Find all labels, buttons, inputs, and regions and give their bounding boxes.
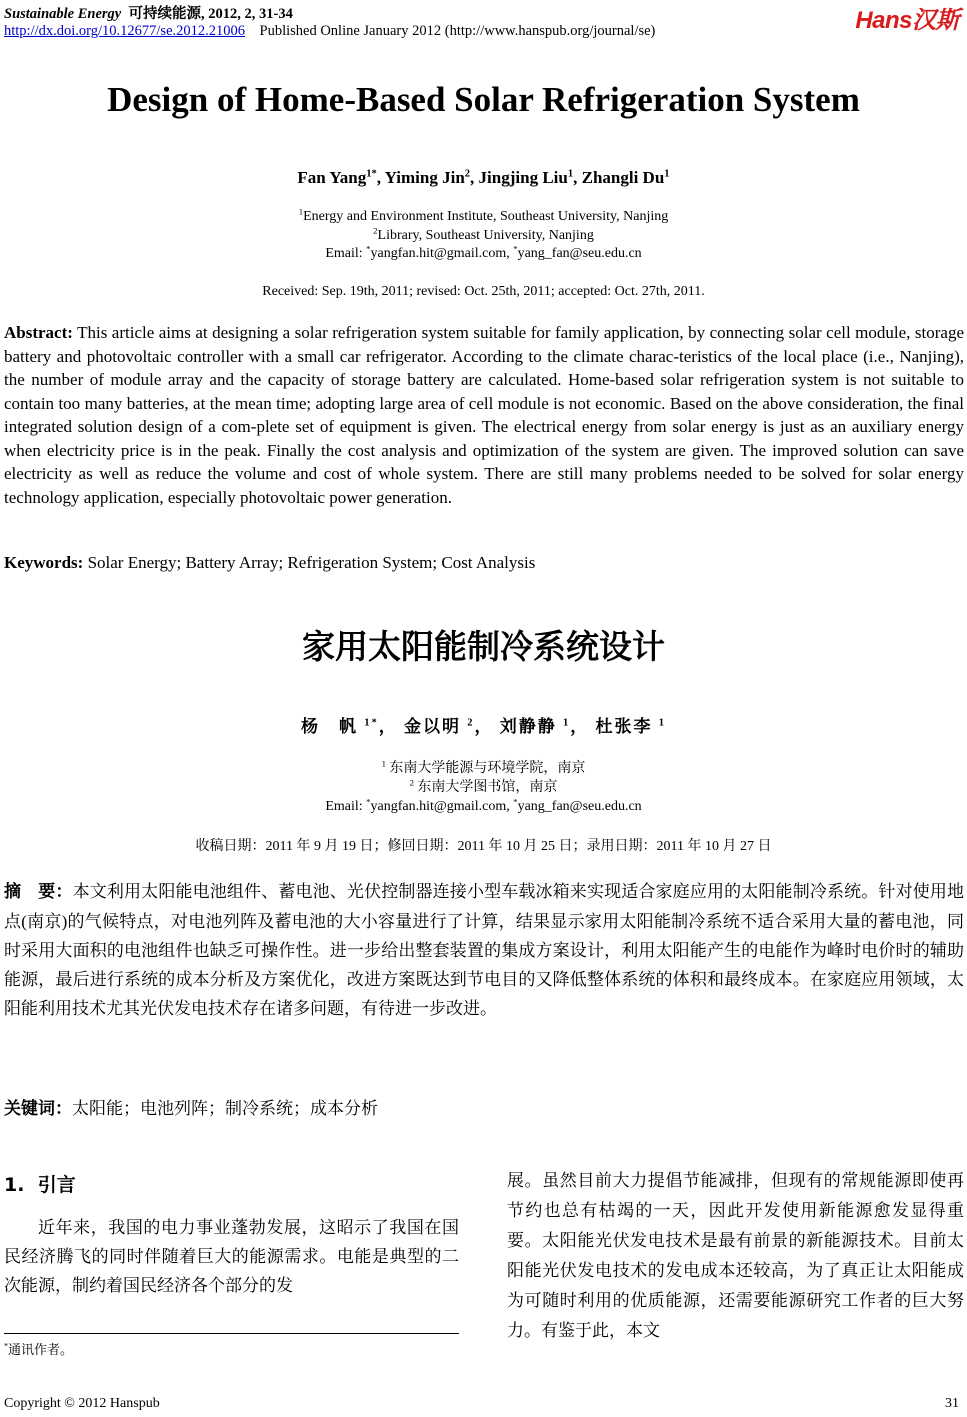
footnote-mark: *	[4, 1341, 9, 1351]
aff-sup: 2	[409, 777, 414, 788]
email-mark: *	[366, 243, 371, 254]
abstract-text: This article aims at designing a solar refrigeration system suitable for family application, by connecting solar cell module, storage battery and photovoltaic controller with a small car refrigerator. According to the climate charac-teristics of the local place (i.e., Nanjing), the number of module array and the capacity of storage battery are calculated. Home-based solar refrigeration system is not suitable to contain too many batteries, at the mean time; adopting large area of cell module is not economic. Based on the above consideration, the final integrated solution design of a com-plete set of equipment is given. The electrical energy from solar energy is just as an auxiliary energy when electricity price is in the peak. Finally the cost analysis and optimization of the system are given. The improved solution can save electricity as well as reduce the volume and cost of whole system. There are still many problems needed to be solved for solar energy technology application, especially photovoltaic power generation.	[4, 323, 964, 507]
email-address: yang_fan@seu.edu.cn	[517, 799, 642, 814]
cn-title: 家用太阳能制冷系统设计	[302, 627, 665, 666]
email-address: yangfan.hit@gmail.com,	[370, 246, 514, 261]
footnote	[4, 1339, 73, 1358]
keywords-label: Keywords:	[4, 553, 84, 572]
email-address: yangfan.hit@gmail.com,	[370, 799, 514, 814]
cn-author-list: 杨 帆 $^{1*}$， 金以明 $^2$， 刘静静 $^1$， 杜张李 $^1$	[300, 717, 667, 736]
section-number: 1.	[4, 1174, 25, 1196]
keywords	[4, 553, 535, 573]
cn-author-name: 金以明	[403, 717, 461, 736]
cn-email-line	[0, 797, 967, 816]
email-line	[0, 244, 967, 263]
cn-abstract	[4, 877, 964, 1023]
aff-sup: 2	[373, 225, 378, 236]
author-name: Zhangli Du	[581, 168, 665, 187]
email-mark: *	[513, 243, 518, 254]
footnote-divider	[4, 1333, 459, 1334]
affiliation-1	[0, 207, 967, 226]
email-label: Email:	[325, 799, 367, 814]
paper-title: Design of Home-Based Solar Refrigeration System	[107, 80, 860, 119]
body-right-column: 展。虽然目前大力提倡节能减排，但现有的常规能源即使再节约也总有枯竭的一天，因此开发使用新能源愈发显得重要。太阳能光伏发电技术是最有前景的新能源技术。目前太阳能光伏发电技术的发电成本还较高，为了真正让太阳能成为可随时利用的优质能源，还需要能源研究工作者的巨大努力。有鉴于此，本文	[507, 1171, 964, 1340]
cn-author-name: 杜张李	[595, 717, 653, 736]
cn-affiliation-2	[0, 778, 967, 797]
keywords-text: Solar Energy; Battery Array; Refrigeration System; Cost Analysis	[83, 553, 536, 572]
aff-text: Energy and Environment Institute, Southeast University, Nanjing	[303, 209, 669, 224]
cn-affiliation-1	[0, 759, 967, 778]
footnote-text: 通讯作者。	[8, 1342, 74, 1357]
journal-cn-citation: 可持续能源, 2012, 2, 31-34	[128, 6, 293, 22]
author-name: Fan Yang	[297, 168, 367, 187]
email-address: yang_fan@seu.edu.cn	[517, 246, 642, 261]
cn-author-name: 杨 帆	[300, 717, 358, 736]
aff-text: 东南大学能源与环境学院，南京	[389, 761, 586, 776]
aff-sup: 1	[381, 758, 386, 769]
cn-author-sup: 1	[563, 717, 571, 729]
author-name: Yiming Jin	[384, 168, 465, 187]
cn-author-sup: 1*	[364, 717, 379, 729]
author-sup: 2	[464, 168, 471, 180]
cn-keywords	[4, 1094, 378, 1119]
body-left-column: 近年来，我国的电力事业蓬勃发展，这昭示了我国在国民经济腾飞的同时伴随着巨大的能源需求。电能是典型的二次能源，制约着国民经济各个部分的发	[4, 1218, 459, 1295]
doi-line	[4, 23, 655, 40]
cn-abstract-text: 本文利用太阳能电池组件、蓄电池、光伏控制器连接小型车载冰箱来实现适合家庭应用的太阳能制冷系统。针对使用地点(南京)的气候特点，对电池列阵及蓄电池的大小容量进行了计算，结果显示家用太阳能制冷系统不适合采用大量的蓄电池，同时采用大面积的电池组件也缺乏可操作性。进一步给出整套装置的集成方案设计，利用太阳能产生的电能作为峰时电价时的辅助能源，最后进行系统的成本分析及方案优化，改进方案既达到节电目的又降低整体系统的体积和最终成本。在家庭应用领域，太阳能利用技术尤其光伏发电技术存在诸多问题，有待进一步改进。	[4, 882, 965, 1018]
email-mark: *	[513, 796, 518, 807]
cn-author-name: 刘静静	[499, 717, 557, 736]
cn-keywords-label: 关键词：	[4, 1099, 72, 1119]
page-number: 31	[945, 1396, 959, 1411]
author-sup: 1*	[366, 168, 377, 180]
abstract	[4, 321, 964, 509]
aff-sup: 1	[298, 206, 304, 217]
copyright: Copyright © 2012 Hanspub	[4, 1396, 160, 1411]
journal-name: Sustainable Energy	[4, 6, 122, 22]
section-heading	[4, 1170, 76, 1197]
received-dates: Received: Sep. 19th, 2011; revised: Oct. 25th, 2011; accepted: Oct. 27th, 2011.	[262, 284, 705, 299]
cn-received-dates: 收稿日期：2011 年 9 月 19 日；修回日期：2011 年 10 月 25 日；录用日期：2011 年 10 月 27 日	[195, 839, 772, 854]
email-label: Email:	[325, 246, 367, 261]
cn-abstract-label: 摘 要：	[4, 882, 73, 902]
email-mark: *	[366, 796, 371, 807]
author-name: Jingjing Liu	[478, 168, 568, 187]
section-title: 引言	[37, 1174, 76, 1196]
aff-text: 东南大学图书馆，南京	[417, 780, 558, 795]
affiliation-2	[0, 226, 967, 245]
author-sup: 1	[664, 168, 670, 180]
aff-text: Library, Southeast University, Nanjing	[377, 228, 594, 243]
author-list: Fan Yang$^{1*}$, Yiming Jin$^2$, Jingjing Liu$^1$, Zhangli Du$^1$	[297, 168, 670, 187]
journal-header	[4, 2, 293, 23]
cn-author-sup: 1	[658, 717, 667, 729]
author-sup: 1	[567, 168, 574, 180]
cn-keywords-text: 太阳能；电池列阵；制冷系统；成本分析	[72, 1099, 378, 1118]
doi-link[interactable]: http://dx.doi.org/10.12677/se.2012.21006	[4, 23, 245, 39]
abstract-label: Abstract:	[4, 323, 73, 342]
cn-author-sup: 2	[467, 717, 475, 729]
hanspub-logo: Hans汉斯	[855, 7, 959, 34]
published-online: Published Online January 2012 (http://www.hanspub.org/journal/se)	[259, 23, 656, 39]
